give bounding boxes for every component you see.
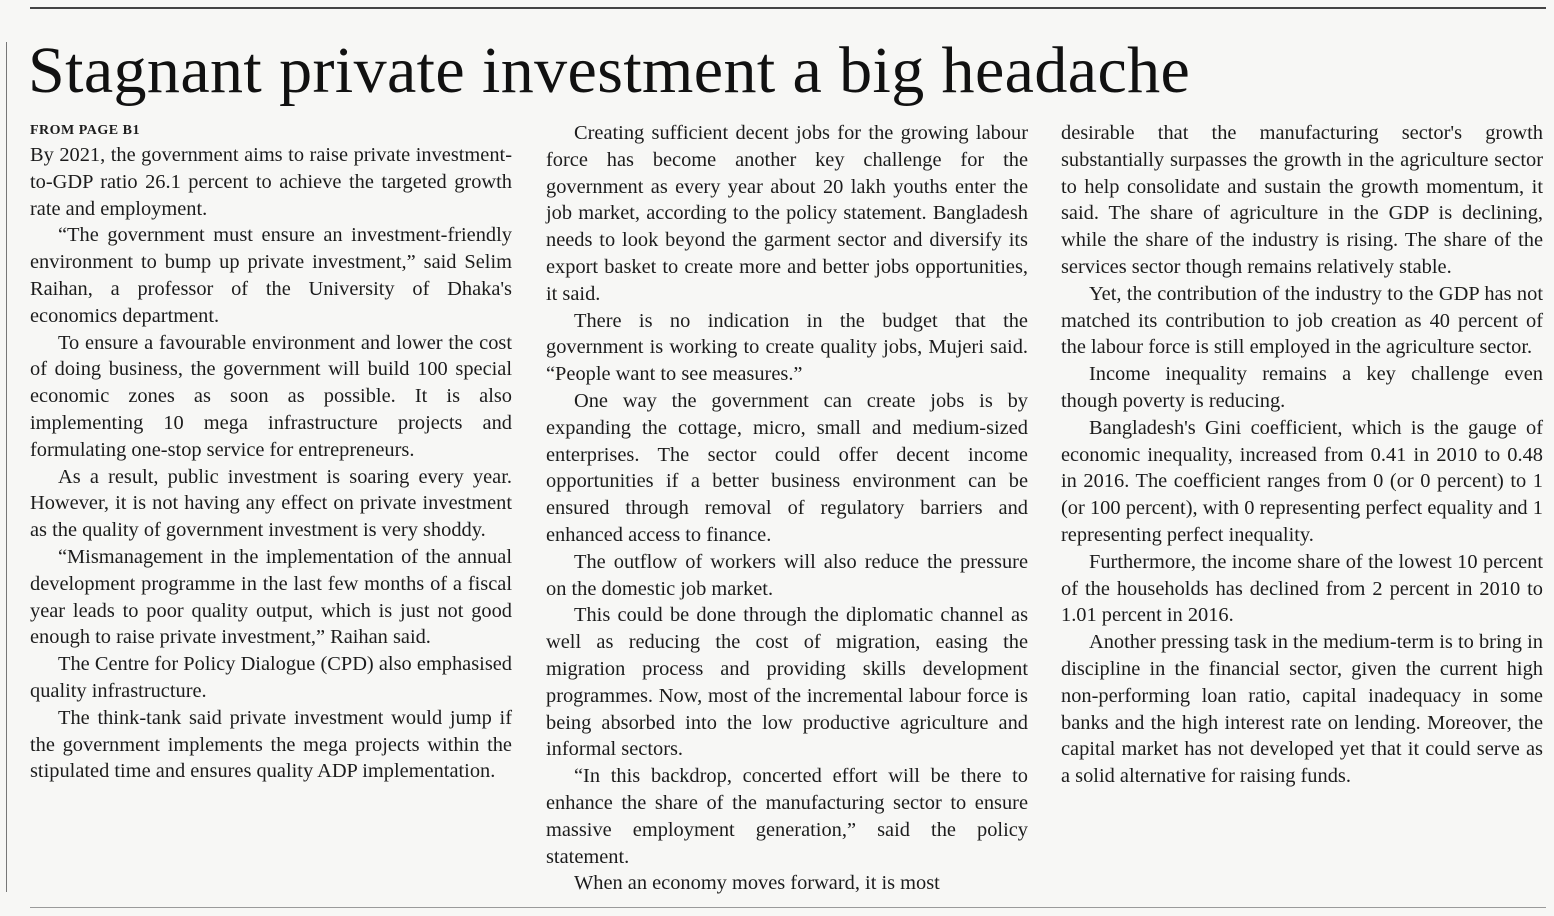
paragraph: Furthermore, the income share of the lowest 10 percent of the households has declined from 2 percent in 2010 to 1.01 percent in 2016.	[1061, 550, 1543, 627]
paragraph: The outflow of workers will also reduce the pressure on the domestic job market.	[546, 550, 1028, 600]
paragraph: By 2021, the government aims to raise private investment-to-GDP ratio 26.1 percent to achieve the targeted growth rate and employment.	[30, 144, 512, 220]
article-column-1	[30, 120, 512, 785]
paragraph: “The government must ensure an investment-friendly environment to bump up private investment,” said Selim Raihan, a professor of the University of Dhaka's economics department.	[30, 224, 512, 327]
paragraph: This could be done through the diplomatic channel as well as reducing the cost of migration, easing the migration process and providing skills development programmes. Now, most of the incremental labour force is being absorbed into the low productive agriculture and informal sectors.	[546, 604, 1028, 761]
paragraph-continued: desirable that the manufacturing sector's growth substantially surpasses the growth in the agriculture sector to help consolidate and sustain the growth momentum, it said. The share of agriculture in the GDP is declining, while the share of the industry is rising. The share of the services sector though remains relatively stable.	[1061, 122, 1543, 278]
paragraph: To ensure a favourable environment and lower the cost of doing business, the government will build 100 special economic zones as soon as possible. It is also implementing 10 mega infrastructure projects and formulating one-stop service for entrepreneurs.	[30, 331, 512, 461]
paragraph: Yet, the contribution of the industry to the GDP has not matched its contribution to job creation as 40 percent of the labour force is still employed in the agriculture sector.	[1061, 282, 1543, 359]
paragraph: One way the government can create jobs is by expanding the cottage, micro, small and medium-sized enterprises. The sector could offer decent income opportunities if a better business environment can be ensured through removal of regulatory barriers and enhanced access to finance.	[546, 389, 1028, 546]
paragraph: “Mismanagement in the implementation of the annual development programme in the last few months of a fiscal year leads to poor quality output, which is just not good enough to raise private investment,” Raihan said.	[30, 545, 512, 649]
headline: Stagnant private investment a big headache	[28, 34, 1191, 107]
dateline: FROM PAGE B1	[30, 123, 140, 138]
paragraph: There is no indication in the budget that the government is working to create quality jobs, Mujeri said. “People want to see measures.”	[546, 309, 1028, 386]
paragraph: “In this backdrop, concerted effort will be there to enhance the share of the manufacturing sector to ensure massive employment generation,” said the policy statement.	[546, 765, 1028, 868]
top-rule	[30, 7, 1546, 9]
paragraph: The Centre for Policy Dialogue (CPD) also emphasised quality infrastructure.	[30, 653, 512, 702]
paragraph: Bangladesh's Gini coefficient, which is the gauge of economic inequality, increased from 0.41 in 2010 to 0.48 in 2016. The coefficient ranges from 0 (or 0 percent) to 1 (or 100 percent), with 0 representing perfect equality and 1 representing perfect inequality.	[1061, 416, 1543, 546]
paragraph: As a result, public investment is soaring every year. However, it is not having any effect on private investment as the quality of government investment is very shoddy.	[30, 465, 512, 542]
article-column-2	[546, 120, 1028, 897]
paragraph: Another pressing task in the medium-term is to bring in discipline in the financial sector, given the current high non-performing loan ratio, capital inadequacy in some banks and the high interest rate on lending. Moreover, the capital market has not developed yet that it could serve as a solid alternative for raising funds.	[1061, 631, 1543, 788]
left-column-rule	[6, 42, 7, 892]
bottom-rule	[30, 907, 1546, 908]
paragraph: When an economy moves forward, it is most	[574, 872, 940, 895]
paragraph: Creating sufficient decent jobs for the growing labour force has become another key challenge for the government as every year about 20 lakh youths enter the job market, according to the policy statement. Bangladesh needs to look beyond the garment sector and diversify its export basket to create more and better jobs opportunities, it said.	[546, 122, 1028, 305]
paragraph: The think-tank said private investment would jump if the government implements the mega projects within the stipulated time and ensures quality ADP implementation.	[30, 706, 512, 783]
paragraph: Income inequality remains a key challenge even though poverty is reducing.	[1061, 363, 1543, 412]
article-column-3	[1061, 120, 1543, 790]
